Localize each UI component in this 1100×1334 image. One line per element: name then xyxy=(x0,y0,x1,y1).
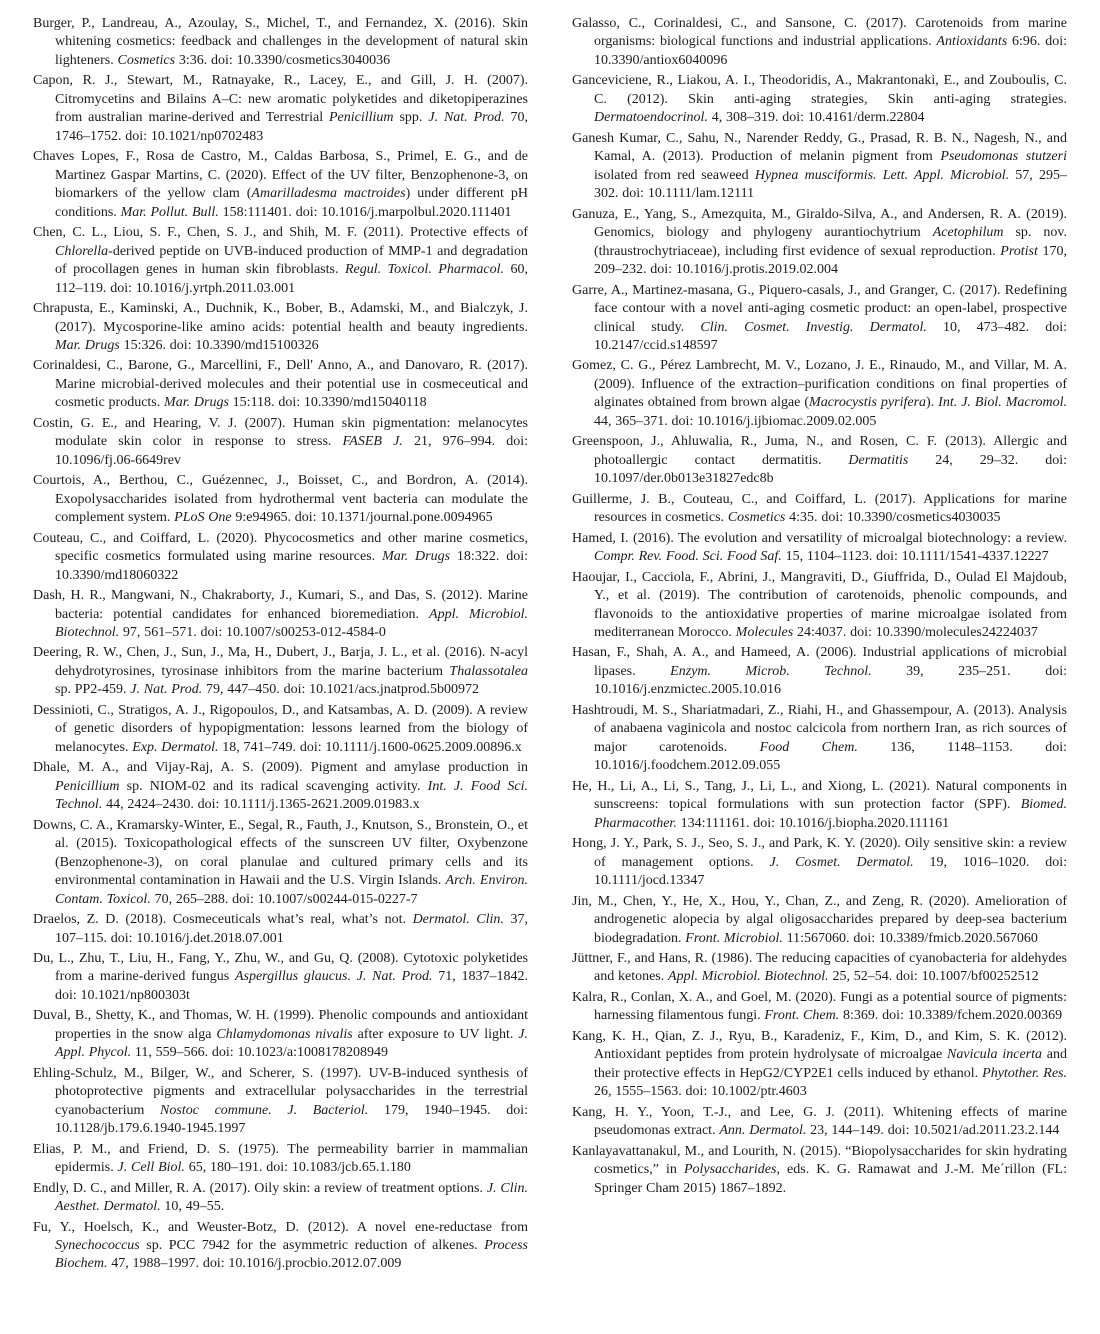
reference-italic-text: Exp. Dermatol. xyxy=(132,739,219,755)
reference-text: 37, 107–115. doi: 10.1016/j.det.2018.07.001 xyxy=(55,912,528,946)
reference-italic-text: Thalassotalea xyxy=(449,663,528,679)
reference-entry xyxy=(572,491,1067,528)
reference-text: 136, 1148–1153. doi: 10.1016/j.foodchem.2012.09.055 xyxy=(594,739,1067,774)
reference-text: 70, 265–288. doi: 10.1007/s00244-015-0227-7 xyxy=(150,891,418,907)
reference-text: Ganceviciene, R., Liakou, A. I., Theodoridis, A., Makrantonaki, E., and Zouboulis, C. C. (2012). Skin anti-aging strategies, Skin anti-aging strategies. xyxy=(572,73,1067,107)
reference-text: Hasan, F., Shah, A. A., and Hameed, A. (2006). Industrial applications of microbial lipases. xyxy=(572,645,1067,679)
reference-italic-text: Appl. Microbiol. Biotechnol. xyxy=(668,969,829,985)
reference-text: Galasso, C., Corinaldesi, C., and Sansone, C. (2017). Carotenoids from marine organisms: biological functions and industrial applications. xyxy=(572,16,1067,50)
reference-italic-text: Clin. Cosmet. Investig. Dermatol. xyxy=(700,319,927,335)
reference-text: 11, 559–566. doi: 10.1023/a:1008178208949 xyxy=(131,1045,388,1061)
reference-text: 21, 976–994. doi: 10.1096/fj.06-6649rev xyxy=(55,434,529,468)
reference-text: Burger, P., Landreau, A., Azoulay, S., Michel, T., and Fernandez, X. (2016). Skin whitening cosmetics: feedback and challenges in the development of natural skin lighteners. xyxy=(33,16,528,68)
reference-text: 4, 308–319. doi: 10.4161/derm.22804 xyxy=(707,110,925,126)
reference-text: 47, 1988–1997. doi: 10.1016/j.procbio.2012.07.009 xyxy=(107,1256,402,1272)
reference-italic-text: Process Biochem. xyxy=(55,1238,528,1272)
reference-text: Du, L., Zhu, T., Liu, H., Fang, Y., Zhu, W., and Gu, Q. (2008). Cytotoxic polyketides from a marine-derived fungus xyxy=(33,950,528,985)
reference-italic-text: Biomed. Pharmacother. xyxy=(594,797,1067,831)
reference-entry xyxy=(572,433,1067,488)
reference-entry xyxy=(33,644,528,699)
reference-italic-text: Nostoc commune. J. Bacteriol. xyxy=(160,1102,369,1118)
reference-text: He, H., Li, A., Li, S., Tang, J., Li, L., and Xiong, L. (2021). Natural components in sunscreens: topical formulations with sun protection factor (SPF). xyxy=(572,778,1067,813)
reference-text: Chen, C. L., Liou, S. F., Chen, S. J., and Shih, M. F. (2011). Protective effects of xyxy=(33,225,528,241)
reference-text: 60, 112–119. doi: 10.1016/j.yrtph.2011.03.001 xyxy=(55,262,528,296)
reference-entry xyxy=(33,1007,528,1062)
reference-entry xyxy=(33,72,529,146)
reference-italic-text: Int. J. Food Sci. Technol. xyxy=(55,778,529,813)
reference-text: and their protective effects in HepG2/CYP2E1 cells induced by ethanol. xyxy=(594,1047,1067,1081)
reference-entry xyxy=(572,950,1067,987)
reference-text: 70, 1746–1752. doi: 10.1021/np0702483 xyxy=(55,110,529,144)
reference-entry xyxy=(572,1028,1067,1102)
reference-entry xyxy=(572,989,1067,1026)
reference-text: ) under different pH conditions. xyxy=(55,186,528,220)
reference-text: 170, 209–232. doi: 10.1016/j.protis.2019.02.004 xyxy=(594,243,1067,278)
reference-text: 158:111401. doi: 10.1016/j.marpolbul.2020.111401 xyxy=(218,204,512,220)
reference-text: 11:567060. doi: 10.3389/fmicb.2020.567060 xyxy=(782,930,1038,946)
reference-entry xyxy=(33,911,528,948)
reference-entry xyxy=(33,1065,528,1139)
reference-italic-text: Polysaccharides xyxy=(683,1162,777,1178)
reference-text: 9:e94965. doi: 10.1371/journal.pone.0094965 xyxy=(231,510,493,526)
reference-text: isolated from red seaweed xyxy=(594,167,755,183)
reference-italic-text: Protist xyxy=(1000,243,1038,259)
reference-entry xyxy=(572,702,1067,776)
reference-entry xyxy=(33,1141,528,1178)
reference-italic-text: Mar. Pollut. Bull. xyxy=(120,204,219,220)
reference-text: 10, 473–482. doi: 10.2147/ccid.s148597 xyxy=(594,319,1067,353)
reference-italic-text: Macrocystis pyrifera xyxy=(809,395,927,411)
reference-italic-text: J. Clin. Aesthet. Dermatol. xyxy=(55,1180,528,1215)
reference-text: Ganuza, E., Yang, S., Amezquita, M., Giraldo-Silva, A., and Andersen, R. A. (2019). Genomics, biology and phylogeny aurantiochytrium xyxy=(572,206,1067,241)
reference-text: ). xyxy=(926,395,939,411)
reference-italic-text: J. Cosmet. Dermatol. xyxy=(769,854,914,870)
reference-text: sp. NIOM-02 and its radical scavenging activity. xyxy=(119,778,428,794)
reference-italic-text: Front. Microbiol. xyxy=(685,930,783,946)
reference-entry xyxy=(572,835,1067,890)
reference-entry xyxy=(33,1180,528,1217)
reference-entry xyxy=(572,778,1067,833)
reference-text: Gomez, C. G., Pérez Lambrecht, M. V., Lozano, J. E., Rinaudo, M., and Villar, M. A. (2009). Influence of the extraction–purification conditions on final properties of alginates obtained from brown algae ( xyxy=(572,358,1067,411)
reference-text: Dessinioti, C., Stratigos, A. J., Rigopoulos, D., and Katsambas, A. D. (2009). A review of genetic disorders of hypopigmentation: lessons learned from the biology of melanocytes. xyxy=(33,702,528,755)
reference-entry xyxy=(33,415,529,470)
reference-text: 8:369. doi: 10.3389/fchem.2020.00369 xyxy=(839,1008,1063,1024)
references-column-right xyxy=(572,15,1067,1334)
reference-text: Corinaldesi, C., Barone, G., Marcellini, F., Dell' Anno, A., and Danovaro, R. (2017). Marine microbial-derived molecules and their potential use in cosmeceutical and cosmetic products. xyxy=(33,358,528,411)
reference-entry xyxy=(33,472,528,527)
reference-text: -derived peptide on UVB-induced production of MMP-1 and degradation of procollagen genes in human skin fibroblasts. xyxy=(55,243,528,278)
reference-entry xyxy=(572,893,1067,948)
reference-text: 4:35. doi: 10.3390/cosmetics4030035 xyxy=(785,510,1001,526)
reference-italic-text: J. Cell Biol. xyxy=(117,1160,185,1176)
reference-italic-text: Amarilladesma mactroides xyxy=(251,186,406,202)
reference-text: Endly, D. C., and Miller, R. A. (2017). Oily skin: a review of treatment options. xyxy=(33,1180,487,1196)
reference-italic-text: Enzym. Microb. Technol. xyxy=(670,663,872,679)
reference-text: Courtois, A., Berthou, C., Guézennec, J., Boisset, C., and Bordron, A. (2014). Exopolysaccharides isolated from hydrothermal vent bacteria can modulate the complement system. xyxy=(33,473,528,526)
reference-text: Dash, H. R., Mangwani, N., Chakraborty, J., Kumari, S., and Das, S. (2012). Marine bacteria: potential candidates for enhanced bioremediation. xyxy=(33,588,528,622)
reference-text: Garre, A., Martinez-masana, G., Piquero-casals, J., and Granger, C. (2017). Redefining face contour with a novel anti-aging cosmetic product: an open-label, prospective clinical study. xyxy=(572,282,1067,335)
reference-text: 18, 741–749. doi: 10.1111/j.1600-0625.2009.00896.x xyxy=(218,739,522,755)
reference-italic-text: Mar. Drugs xyxy=(55,337,120,353)
reference-italic-text: Molecules xyxy=(735,625,794,640)
reference-text: Kang, K. H., Qian, Z. J., Ryu, B., Karadeniz, F., Kim, D., and Kim, S. K. (2012). Antioxidant peptides from protein hydrolysate of microalgae xyxy=(572,1028,1067,1063)
reference-italic-text: Front. Chem. xyxy=(764,1008,840,1024)
reference-italic-text: Mar. Drugs xyxy=(164,395,229,411)
reference-text: 25, 52–54. doi: 10.1007/bf00252512 xyxy=(828,969,1039,985)
reference-text: Hong, J. Y., Park, S. J., Seo, S. J., and Park, K. Y. (2020). Oily sensitive skin: a review of management options. xyxy=(572,836,1067,870)
reference-italic-text: J. Nat. Prod. xyxy=(130,682,203,698)
reference-text: Jüttner, F., and Hans, R. (1986). The reducing capacities of cyanobacteria for aldehydes and ketones. xyxy=(572,950,1067,985)
reference-text: 23, 144–149. doi: 10.5021/ad.2011.23.2.144 xyxy=(806,1123,1060,1139)
reference-text: Guillerme, J. B., Couteau, C., and Coiffard, L. (2017). Applications for marine resources in cosmetics. xyxy=(572,491,1067,526)
reference-italic-text: Int. J. Biol. Macromol. xyxy=(938,395,1067,411)
reference-text: Costin, G. E., and Hearing, V. J. (2007). Human skin pigmentation: melanocytes modulate skin color in response to stress. xyxy=(33,415,528,450)
reference-text: 44, 365–371. doi: 10.1016/j.ijbiomac.2009.02.005 xyxy=(594,413,877,429)
reference-italic-text: Chlamydomonas nivalis xyxy=(216,1026,353,1042)
reference-text: after exposure to UV light. xyxy=(352,1026,519,1042)
reference-text: Ganesh Kumar, C., Sahu, N., Narender Reddy, G., Prasad, R. B. N., Nagesh, N., and Kamal, A. (2013). Production of melanin pigment from xyxy=(572,130,1067,165)
reference-text: Couteau, C., and Coiffard, L. (2020). Phycocosmetics and other marine cosmetics, specific cosmetics formulated using marine resources. xyxy=(33,530,528,565)
reference-text: Downs, C. A., Kramarsky-Winter, E., Segal, R., Fauth, J., Knutson, S., Bronstein, O., et al. (2015). Toxicopathological effects of the sunscreen UV filter, Oxybenzone (Benzophenone-3), on coral planulae and cultured primary cells and its environmental contamination in Hawaii and the U.S. Virgin Islands. xyxy=(33,817,528,889)
reference-text: Capon, R. J., Stewart, M., Ratnayake, R., Lacey, E., and Gill, J. H. (2007). Citromycetins and Bilains A–C: new aromatic polyketides and diketopiperazines from australian marine-derived and Terrestrial xyxy=(33,73,528,126)
reference-italic-text: J. Nat. Prod. xyxy=(428,110,505,126)
reference-entry xyxy=(33,759,529,814)
reference-text: Chaves Lopes, F., Rosa de Castro, M., Caldas Barbosa, S., Primel, E. G., and de Martinez Gaspar Martins, C. (2020). Effect of the UV filter, Benzophenone-3, on biomarkers of the yellow clam ( xyxy=(33,149,528,202)
reference-italic-text: Cosmetics xyxy=(727,510,786,526)
reference-italic-text: Food Chem. xyxy=(759,739,858,755)
reference-italic-text: Navicula incerta xyxy=(947,1047,1042,1063)
reference-text: 10, 49–55. xyxy=(160,1199,225,1215)
reference-entry xyxy=(572,1143,1068,1198)
reference-entry xyxy=(572,569,1067,643)
reference-entry xyxy=(33,1219,528,1274)
reference-italic-text: Compr. Rev. Food. Sci. Food Saf. xyxy=(594,549,782,565)
reference-italic-text: Ann. Dermatol. xyxy=(719,1123,807,1139)
reference-italic-text: FASEB J. xyxy=(342,434,403,450)
reference-text: 15, 1104–1123. doi: 10.1111/1541-4337.12227 xyxy=(781,549,1049,565)
reference-entry xyxy=(572,282,1067,356)
reference-entry xyxy=(33,224,528,298)
reference-entry xyxy=(572,1104,1067,1141)
reference-italic-text: Appl. Microbiol. Biotechnol. xyxy=(55,606,528,640)
reference-text: Ehling-Schulz, M., Bilger, W., and Scherer, S. (1997). UV-B-induced synthesis of photoprotective pigments and extracellular polysaccharides in the terrestrial cyanobacterium xyxy=(33,1065,528,1118)
reference-italic-text: Penicillium xyxy=(55,778,120,794)
reference-text: 18:322. doi: 10.3390/md18060322 xyxy=(55,549,528,583)
reference-italic-text: Arch. Environ. Contam. Toxicol. xyxy=(55,873,528,907)
reference-text: 24, 29–32. doi: 10.1097/der.0b013e31827edc8b xyxy=(594,452,1067,487)
reference-italic-text: Dermatol. Clin. xyxy=(412,912,504,928)
reference-entry xyxy=(572,15,1067,70)
reference-italic-text: Penicillium xyxy=(329,110,394,126)
reference-text: 57, 295–302. doi: 10.1111/lam.12111 xyxy=(594,167,1067,202)
reference-text: Elias, P. M., and Friend, D. S. (1975). The permeability barrier in mammalian epidermis. xyxy=(33,1141,528,1176)
reference-italic-text: Mar. Drugs xyxy=(382,549,451,565)
reference-entry xyxy=(33,702,528,757)
reference-entry xyxy=(33,300,528,355)
reference-italic-text: Dermatitis xyxy=(848,452,909,468)
reference-italic-text: Phytother. Res. xyxy=(982,1065,1067,1081)
reference-entry xyxy=(33,15,528,70)
reference-italic-text: Antioxidants xyxy=(936,34,1008,50)
reference-italic-text: J. Appl. Phycol. xyxy=(55,1026,528,1061)
reference-entry xyxy=(33,817,528,909)
reference-text: Kalra, R., Conlan, X. A., and Goel, M. (2020). Fungi as a potential source of pigments: harnessing filamentous fungi. xyxy=(572,989,1067,1024)
reference-text: 6:96. doi: 10.3390/antiox6040096 xyxy=(594,34,1067,68)
reference-text: 71, 1837–1842. doi: 10.1021/np800303t xyxy=(55,969,529,1003)
reference-entry xyxy=(572,530,1067,567)
reference-entry xyxy=(33,357,528,412)
reference-text: 15:118. doi: 10.3390/md15040118 xyxy=(228,395,427,411)
reference-text: Fu, Y., Hoelsch, K., and Weuster-Botz, D. (2012). A novel ene-reductase from xyxy=(33,1219,528,1235)
reference-text: Dhale, M. A., and Vijay-Raj, A. S. (2009). Pigment and amylase production in xyxy=(33,760,528,776)
reference-text: Jin, M., Chen, Y., He, X., Hou, Y., Chan, Z., and Zeng, R. (2020). Amelioration of androgenetic alopecia by algal oligosaccharides prepared by deep-sea bacterium biodegradation. xyxy=(572,893,1067,946)
reference-text: 26, 1555–1563. doi: 10.1002/ptr.4603 xyxy=(594,1084,807,1100)
reference-entry xyxy=(572,206,1067,280)
reference-italic-text: Chlorella xyxy=(55,243,109,259)
references-column-left xyxy=(33,15,528,1334)
reference-text: 179, 1940–1945. doi: 10.1128/jb.179.6.1940-1945.1997 xyxy=(55,1102,528,1137)
reference-italic-text: Dermatoendocrinol. xyxy=(594,110,708,126)
reference-text: Greenspoon, J., Ahluwalia, R., Juma, N., and Rosen, C. F. (2013). Allergic and photoallergic contact dermatitis. xyxy=(572,434,1067,468)
reference-italic-text: Aspergillus glaucus. J. Nat. Prod. xyxy=(234,969,433,985)
reference-italic-text: Acetophilum xyxy=(932,225,1004,241)
reference-text: 134:111161. doi: 10.1016/j.biopha.2020.111161 xyxy=(676,815,950,831)
reference-entry xyxy=(33,587,528,642)
reference-text: Haoujar, I., Cacciola, F., Abrini, J., Mangraviti, D., Giuffrida, D., Oulad El Majdoub, Y., et al. (2019). The contribution of carotenoids, phenolic compounds, and flavonoids to the antioxidative properties of marine microalgae isolated from mediterranean Morocco. xyxy=(572,569,1067,640)
reference-text: Deering, R. W., Chen, J., Sun, J., Ma, H., Dubert, J., Barja, J. L., et al. (2016). N-acyl dehydrotyrosines, tyrosinase inhibitors from the marine bacterium xyxy=(33,645,528,679)
reference-text: 19, 1016–1020. doi: 10.1111/jocd.13347 xyxy=(594,854,1067,889)
reference-entry xyxy=(572,644,1068,699)
reference-text: , eds. K. G. Ramawat and J.-M. Me´rillon (FL: Springer Cham 2015) 1867–1892. xyxy=(594,1162,1068,1196)
reference-text: Chrapusta, E., Kaminski, A., Duchnik, K., Bober, B., Adamski, M., and Bialczyk, J. (2017). Mycosporine-like amino acids: potential health and beauty ingredients. xyxy=(33,301,528,335)
reference-text: 3:36. doi: 10.3390/cosmetics3040036 xyxy=(175,52,391,68)
reference-italic-text: Synechococcus xyxy=(55,1238,140,1253)
reference-text: sp. nov. (thraustrochytriaceae), including first evidence of sexual reproduction. xyxy=(594,225,1067,259)
reference-italic-text: Regul. Toxicol. Pharmacol. xyxy=(344,262,504,278)
reference-text: Kang, H. Y., Yoon, T.-J., and Lee, G. J. (2011). Whitening effects of marine pseudomonas extract. xyxy=(572,1104,1067,1139)
reference-text: spp. xyxy=(393,110,429,126)
reference-entry xyxy=(572,130,1067,204)
reference-text: Draelos, Z. D. (2018). Cosmeceuticals what’s real, what’s not. xyxy=(33,912,413,928)
reference-entry xyxy=(572,357,1067,431)
reference-italic-text: Pseudomonas stutzeri xyxy=(940,149,1067,165)
reference-text: Hashtroudi, M. S., Shariatmadari, Z., Riahi, H., and Ghassempour, A. (2013). Analysis of anabaena vaginicola and nostoc calcicola from northern Iran, as rich sources of major carotenoids. xyxy=(572,702,1067,755)
reference-text: 24:4037. doi: 10.3390/molecules24224037 xyxy=(793,625,1038,640)
reference-italic-text: Cosmetics xyxy=(117,52,176,68)
reference-text: 65, 180–191. doi: 10.1083/jcb.65.1.180 xyxy=(184,1160,411,1176)
reference-entry xyxy=(33,148,528,222)
reference-entry xyxy=(33,530,528,585)
reference-text: sp. PP2-459. xyxy=(55,682,131,698)
reference-text: 39, 235–251. doi: 10.1016/j.enzmictec.2005.10.016 xyxy=(594,663,1068,698)
reference-italic-text: Hypnea musciformis. Lett. Appl. Microbiol. xyxy=(754,167,1010,183)
reference-entry xyxy=(572,72,1067,127)
reference-text: Kanlayavattanakul, M., and Lourith, N. (2015). “Biopolysaccharides for skin hydrating cosmetics,” in xyxy=(572,1143,1067,1178)
reference-text: Duval, B., Shetty, K., and Thomas, W. H. (1999). Phenolic compounds and antioxidant properties in the snow alga xyxy=(33,1008,528,1042)
reference-text: 15:326. doi: 10.3390/md15100326 xyxy=(119,337,319,353)
reference-text: 79, 447–450. doi: 10.1021/acs.jnatprod.5b00972 xyxy=(202,682,480,698)
reference-text: 97, 561–571. doi: 10.1007/s00253-012-4584-0 xyxy=(119,625,386,640)
reference-italic-text: PLoS One xyxy=(174,510,232,526)
reference-text: 44, 2424–2430. doi: 10.1111/j.1365-2621.2009.01983.x xyxy=(102,797,420,813)
reference-text: sp. PCC 7942 for the asymmetric reduction of alkenes. xyxy=(139,1238,485,1253)
reference-text: Hamed, I. (2016). The evolution and versatility of microalgal biotechnology: a review. xyxy=(572,530,1067,546)
reference-entry xyxy=(33,950,529,1005)
